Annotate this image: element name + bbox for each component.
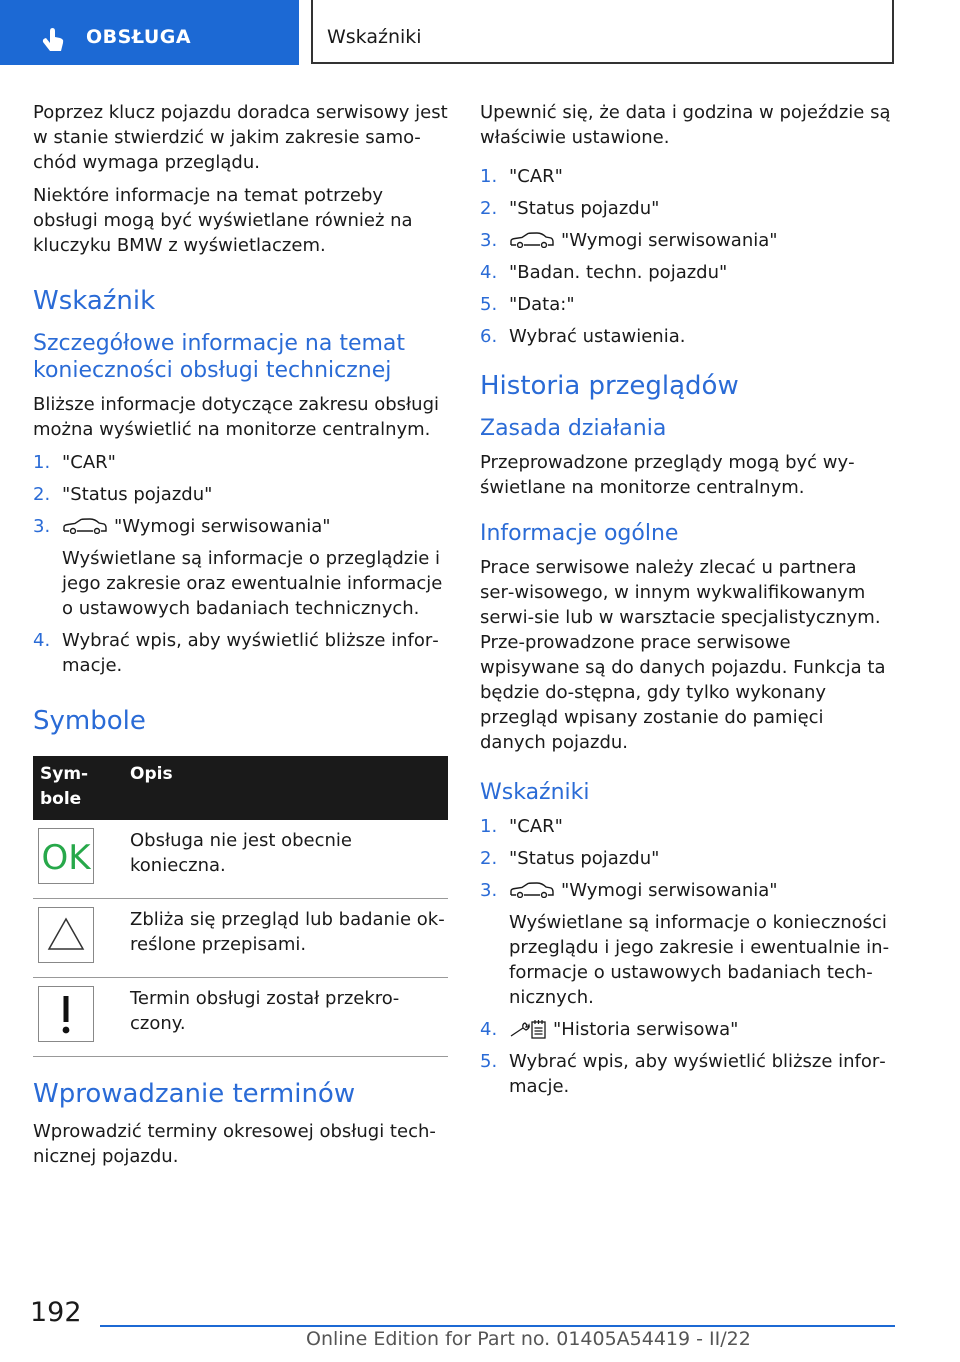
list-item	[480, 228, 895, 253]
steps-list-history	[480, 814, 895, 1099]
heading-szczegolowe: Szczegółowe informacje na temat konieczności obsługi technicznej	[33, 331, 406, 383]
heading-wskaznik: Wskaźnik	[33, 286, 156, 316]
heading-wprowadzanie: Wprowadzanie terminów	[33, 1079, 356, 1109]
heading-symbole: Symbole	[33, 706, 146, 736]
table-header-symbol: Sym‐bole	[33, 756, 123, 820]
symbols-table	[33, 756, 448, 1057]
steps-list-details	[33, 450, 448, 678]
step-text: "Wymogi serwisowania"	[561, 230, 778, 251]
step-text: Wybrać wpis, aby wyświetlić bliższe infor‐macje.	[62, 630, 439, 676]
car-icon	[509, 232, 555, 248]
heading-informacje: Informacje ogólne	[480, 521, 679, 546]
table-cell-icon	[33, 820, 123, 899]
list-item	[480, 260, 895, 285]
szczegolowe-paragraph: Bliższe informacje dotyczące zakresu obsługi można wyświetlić na monitorze centralnym.	[33, 394, 439, 440]
table-cell-icon	[33, 978, 123, 1057]
informacje-paragraph: Prace serwisowe należy zlecać u partnera ser‐wisowego, w innym wykwalifikowanym serwi‐sie lub w warsztacie specjalistycznym. Prze‐prowadzone prace serwisowe wpisywane są do danych pojazdu. Funkcja ta będzie do‐stępna, gdy tylko wykonany przegląd wpisany zostanie do pamięci danych pojazdu.	[480, 557, 886, 753]
list-item	[480, 196, 895, 221]
list-item	[480, 1017, 895, 1042]
chapter-header	[311, 0, 894, 64]
step-number: 1.	[33, 452, 51, 473]
exclamation-icon	[38, 986, 94, 1042]
wprowadzanie-paragraph: Wprowadzić terminy okresowej obsługi tech‐nicznej pojazdu.	[33, 1121, 436, 1167]
list-item	[480, 324, 895, 349]
heading-historia: Historia przeglądów	[480, 371, 739, 401]
step-text: Wybrać wpis, aby wyświetlić bliższe infor‐macje.	[509, 1051, 886, 1097]
step-number: 3.	[480, 880, 498, 901]
step-text: "Wymogi serwisowania"	[561, 880, 778, 901]
table-row	[33, 899, 448, 978]
list-item	[480, 878, 895, 1010]
table-cell-description: Termin obsługi został przekro‐czony.	[123, 978, 448, 1057]
table-cell-description: Obsługa nie jest obecnie konieczna.	[123, 820, 448, 899]
table-cell-icon	[33, 899, 123, 978]
step-text: "Badan. techn. pojazdu"	[509, 262, 728, 283]
section-tab	[0, 0, 299, 65]
step-number: 2.	[480, 848, 498, 869]
intro-paragraph-1: Poprzez klucz pojazdu doradca serwisowy jest w stanie stwierdzić w jakim zakresie samo‐chód wymaga przeglądu.	[33, 102, 448, 173]
table-row	[33, 978, 448, 1057]
step-number: 6.	[480, 326, 498, 347]
list-item	[33, 628, 448, 678]
list-item	[33, 482, 448, 507]
step-subtext: Wyświetlane są informacje o konieczności przeglądu i jego zakresie i ewentualnie in‐formacje o ustawowych badaniach tech‐nicznych.	[509, 912, 890, 1008]
page-number: 192	[30, 1297, 82, 1328]
edition-info: Online Edition for Part no. 01405A54419 - II/22	[306, 1328, 751, 1350]
warning-triangle-icon	[38, 907, 94, 963]
step-text: "Wymogi serwisowania"	[114, 516, 331, 537]
step-number: 5.	[480, 1051, 498, 1072]
step-text: "Status pojazdu"	[62, 484, 213, 505]
step-number: 5.	[480, 294, 498, 315]
list-item	[480, 846, 895, 871]
step-text: "CAR"	[509, 816, 563, 837]
footer-divider	[100, 1325, 895, 1327]
step-number: 3.	[33, 516, 51, 537]
service-history-icon	[509, 1019, 547, 1039]
table-row	[33, 820, 448, 899]
step-number: 3.	[480, 230, 498, 251]
step-text: "Status pojazdu"	[509, 848, 660, 869]
step-text: "Status pojazdu"	[509, 198, 660, 219]
chapter-title: Wskaźniki	[327, 26, 422, 48]
step-number: 4.	[480, 1019, 498, 1040]
step-text: "Historia serwisowa"	[553, 1019, 739, 1040]
zasada-paragraph: Przeprowadzone przeglądy mogą być wy‐świetlane na monitorze centralnym.	[480, 452, 855, 498]
step-number: 2.	[33, 484, 51, 505]
car-icon	[62, 518, 108, 534]
step-text: "CAR"	[509, 166, 563, 187]
heading-zasada: Zasada działania	[480, 416, 667, 441]
heading-wskazniki: Wskaźniki	[480, 780, 590, 805]
car-icon	[509, 882, 555, 898]
table-cell-description: Zbliża się przegląd lub badanie ok‐reślone przepisami.	[123, 899, 448, 978]
step-text: "Data:"	[509, 294, 575, 315]
list-item	[480, 292, 895, 317]
step-text: Wybrać ustawienia.	[509, 326, 686, 347]
step-subtext: Wyświetlane są informacje o przeglądzie i jego zakresie oraz ewentualnie informacje o ustawowych badaniach technicznych.	[62, 548, 443, 619]
list-item	[33, 514, 448, 621]
ok-icon	[38, 828, 94, 884]
left-column	[33, 100, 448, 1177]
steps-list-date	[480, 164, 895, 349]
list-item	[480, 814, 895, 839]
step-number: 1.	[480, 816, 498, 837]
list-item	[33, 450, 448, 475]
step-number: 4.	[33, 630, 51, 651]
section-tab-label: OBSŁUGA	[86, 26, 192, 48]
intro-paragraph-2: Niektóre informacje na temat potrzeby obsługi mogą być wyświetlane również na kluczyku BMW z wyświetlaczem.	[33, 185, 413, 256]
ok-icon-text: OK	[41, 838, 91, 878]
right-column	[480, 100, 895, 1106]
step-number: 1.	[480, 166, 498, 187]
step-number: 4.	[480, 262, 498, 283]
right-intro-paragraph: Upewnić się, że data i godzina w pojeździe są właściwie ustawione.	[480, 102, 891, 148]
list-item	[480, 164, 895, 189]
hand-pointer-icon	[40, 25, 68, 53]
step-number: 2.	[480, 198, 498, 219]
list-item	[480, 1049, 895, 1099]
step-text: "CAR"	[62, 452, 116, 473]
table-header-description: Opis	[123, 756, 448, 820]
table-header-row	[33, 756, 448, 820]
